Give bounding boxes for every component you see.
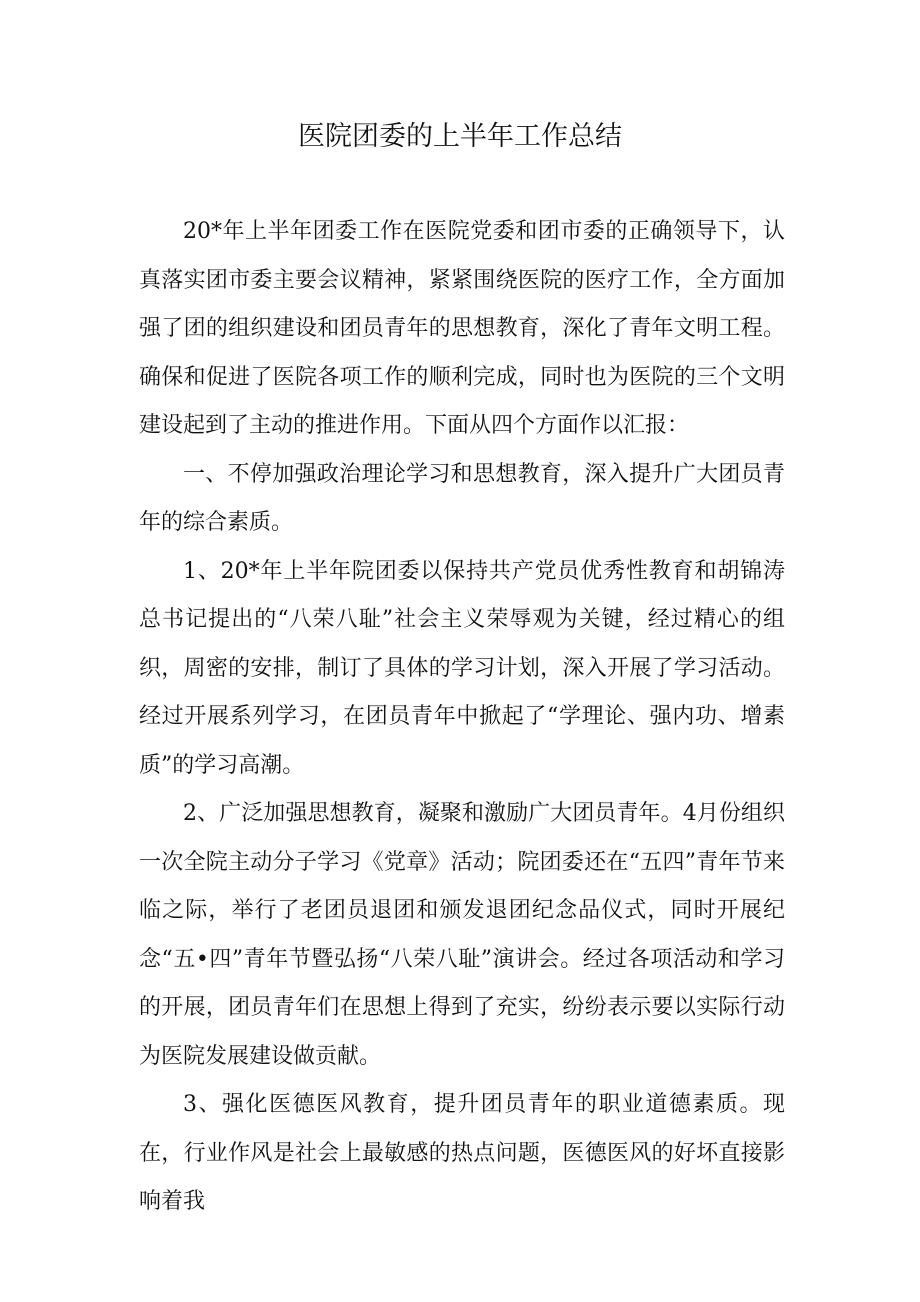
paragraph-item-2: 2、广泛加强思想教育，凝聚和激励广大团员青年。4月份组织一次全院主动分子学习《党章》活动；院团委还在“五四”青年节来临之际，举行了老团员退团和颁发退团纪念品仪式，同时开展纪念“五•四”青年节暨弘扬“八荣八耻”演讲会。经过各项活动和学习的开展，团员青年们在思想上得到了充实，纷纷表示要以实际行动为医院发展建设做贡献。 [139, 801, 785, 1069]
paragraph-intro: 20*年上半年团委工作在医院党委和团市委的正确领导下，认真落实团市委主要会议精神，紧紧围绕医院的医疗工作，全方面加强了团的组织建设和团员青年的思想教育，深化了青年文明工程。确保和促进了医院各项工作的顺利完成，同时也为医院的三个文明建设起到了主动的推进作用。下面从四个方面作以汇报： [139, 219, 785, 438]
document-title: 医院团委的上半年工作总结 [298, 121, 622, 152]
document-body [139, 208, 785, 1227]
paragraph-item-3: 3、强化医德医风教育，提升团员青年的职业道德素质。现在，行业作风是社会上最敏感的热点问题，医德医风的好坏直接影响着我 [139, 1092, 785, 1214]
paragraph-section-heading: 一、不停加强政治理论学习和思想教育，深入提升广大团员青年的综合素质。 [139, 461, 785, 535]
paragraph-item-1: 1、20*年上半年院团委以保持共产党员优秀性教育和胡锦涛总书记提出的“八荣八耻”社会主义荣辱观为关键，经过精心的组织，周密的安排，制订了具体的学习计划，深入开展了学习活动。经过开展系列学习，在团员青年中掀起了“学理论、强内功、增素质”的学习高潮。 [139, 558, 785, 778]
